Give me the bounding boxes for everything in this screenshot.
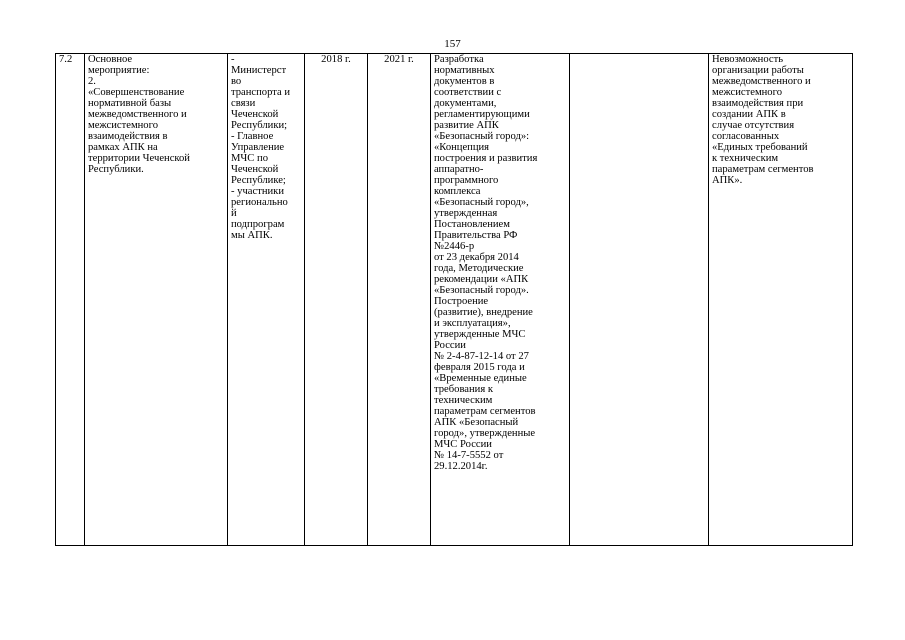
executors-cell: - Министерст во транспорта и связи Чеченской Республики; - Главное Управление МЧС по Чеченской Республике; - участники регионально й подпрограм мы АПК. xyxy=(228,54,305,546)
indicator-cell xyxy=(570,54,709,546)
row-number-cell: 7.2 xyxy=(56,54,85,546)
program-table xyxy=(55,53,853,546)
page-number: 157 xyxy=(444,38,461,50)
table-row xyxy=(56,54,853,546)
expected-result-cell: Разработка нормативных документов в соответствии с документами, регламентирующими развитие АПК «Безопасный город»: «Концепция построения и развития аппаратно- программного комплекса «Безопасный город», утвержденная Постановлением Правительства РФ №2446-р от 23 декабря 2014 года, Методические рекомендации «АПК «Безопасный город». Построение (развитие), внедрение и эксплуатация», утвержденные МЧС России № 2-4-87-12-14 от 27 февраля 2015 года и «Временные единые требования к техническим параметрам сегментов АПК «Безопасный город», утвержденные МЧС России № 14-7-5552 от 29.12.2014г. xyxy=(431,54,570,546)
event-name-cell: Основное мероприятие: 2. «Совершенствование нормативной базы межведомственного и межсистемного взаимодействия в рамках АПК на территории Чеченской Республики. xyxy=(85,54,228,546)
end-year-cell: 2021 г. xyxy=(368,54,431,546)
consequences-cell: Невозможность организации работы межведомственного и межсистемного взаимодействия при создании АПК в случае отсутствия согласованных «Единых требований к техническим параметрам сегментов АПК». xyxy=(709,54,853,546)
start-year-cell: 2018 г. xyxy=(305,54,368,546)
